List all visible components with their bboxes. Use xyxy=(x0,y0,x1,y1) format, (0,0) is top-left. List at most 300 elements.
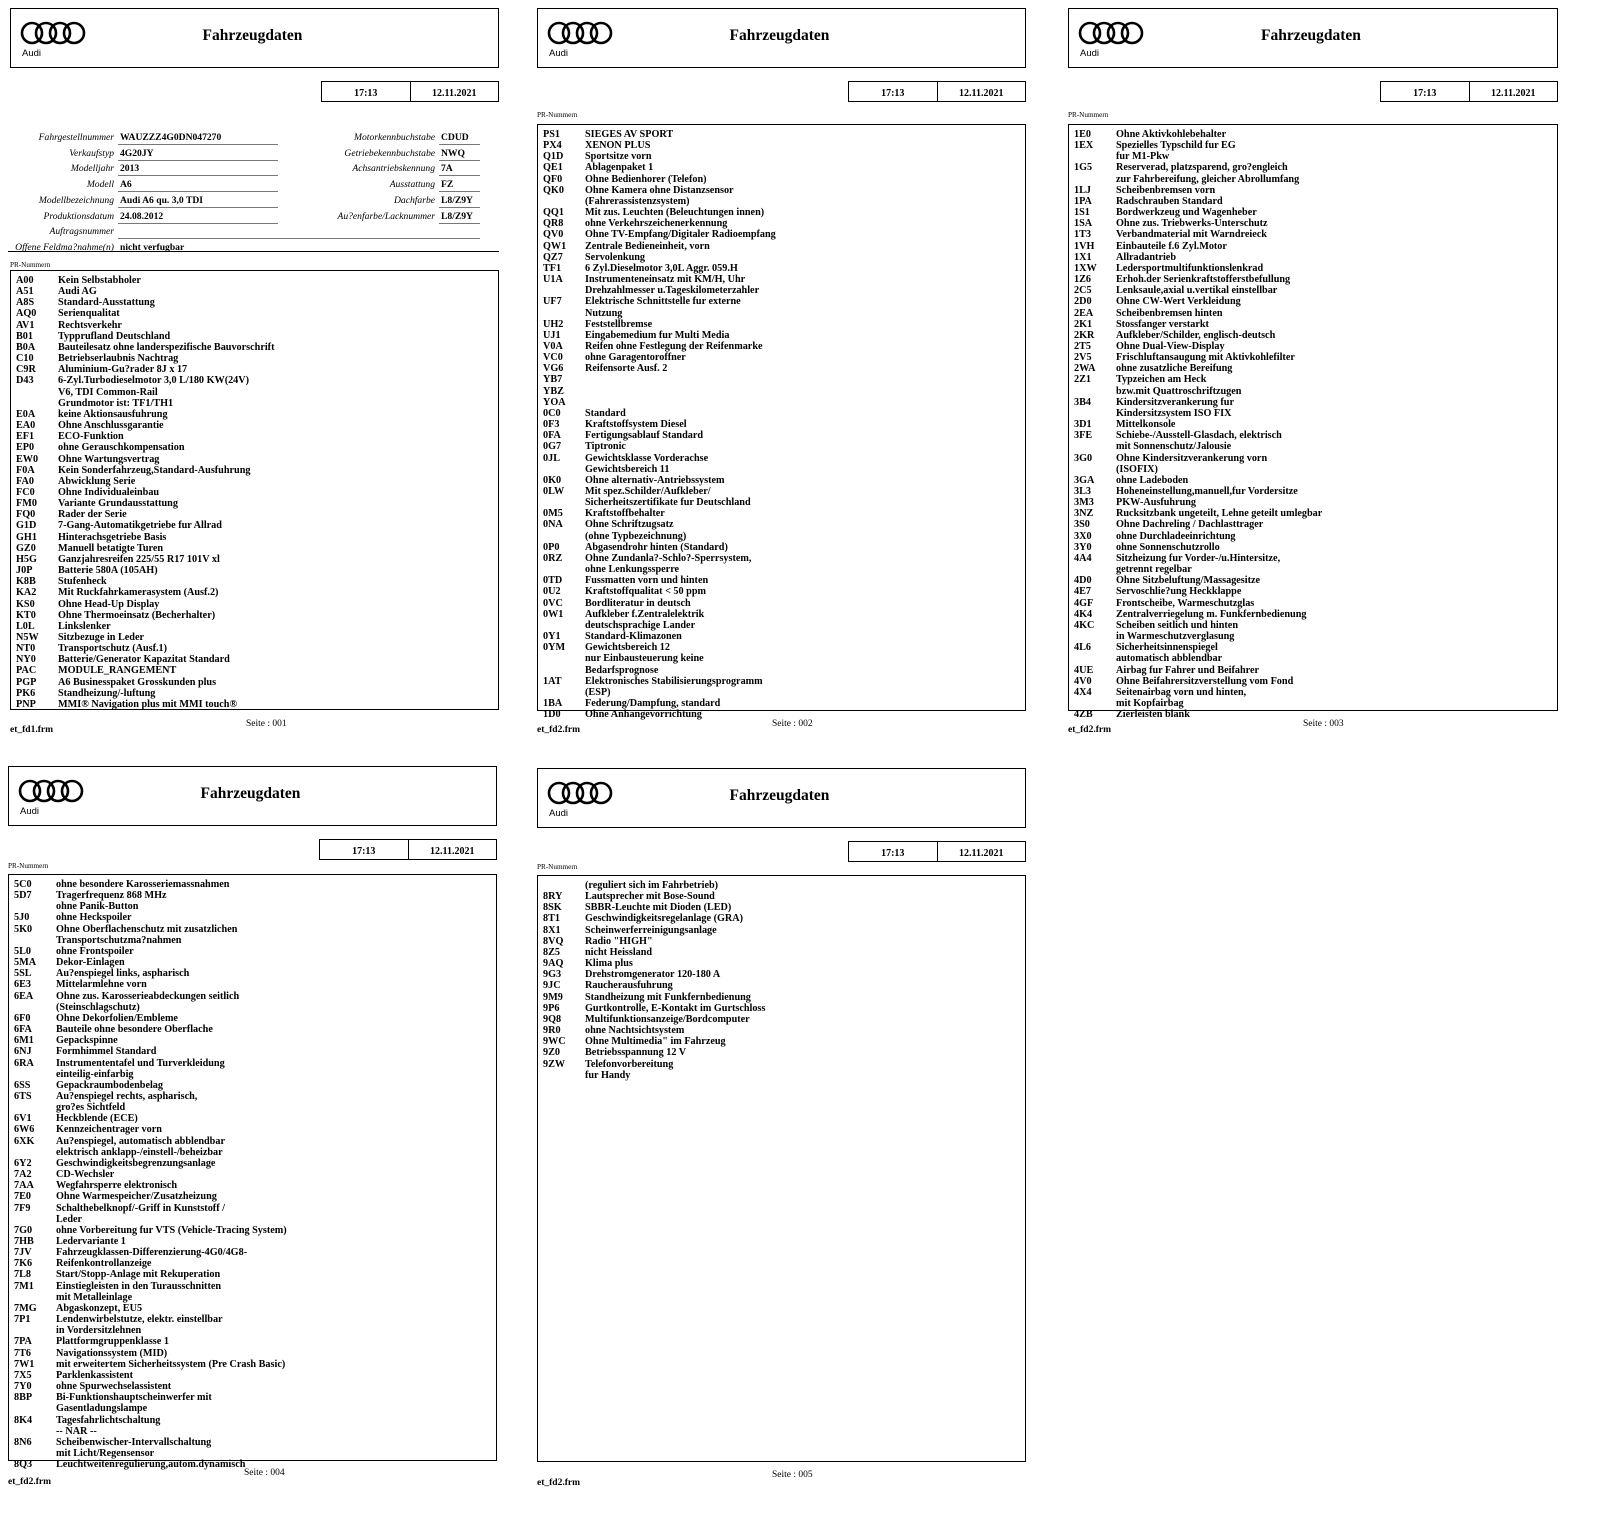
list-item xyxy=(1074,598,1554,609)
list-item xyxy=(543,374,1022,385)
pr-code: A51 xyxy=(16,286,34,298)
pr-code: PX4 xyxy=(543,140,562,152)
pr-numbers-label: PR-Nummern xyxy=(537,863,578,871)
pr-description: ohne Ladeboden xyxy=(1116,474,1189,486)
pr-code: 7JV xyxy=(14,1247,32,1259)
audi-rings-logo-icon xyxy=(547,21,613,61)
vehicle-field xyxy=(10,148,290,163)
pr-description: Telefonvorbereitung xyxy=(585,1058,674,1070)
pr-code: 0U2 xyxy=(543,586,561,598)
pr-description: Rucksitzbank ungeteilt, Lehne geteilt umlegbar xyxy=(1116,508,1323,520)
pr-code: 1XW xyxy=(1074,262,1097,274)
list-item xyxy=(543,464,1022,475)
list-item xyxy=(16,543,495,554)
pr-code: 6F0 xyxy=(14,1012,31,1024)
pr-code: 1T3 xyxy=(1074,229,1091,241)
pr-description: Wegfahrsperre elektronisch xyxy=(56,1180,178,1192)
audi-rings-logo-icon xyxy=(18,779,84,819)
pr-description: Ohne Schriftzugsatz xyxy=(585,519,674,531)
pr-description: ohne Sonnenschutzrollo xyxy=(1116,541,1220,553)
pr-code xyxy=(543,564,585,575)
list-item xyxy=(543,508,1022,519)
list-item xyxy=(1074,218,1554,229)
list-item xyxy=(1074,274,1554,285)
pr-description: Fahrzeugklassen-Differenzierung-4G0/4G8- xyxy=(56,1247,248,1259)
pr-code xyxy=(1074,151,1116,162)
list-item xyxy=(14,946,493,957)
pr-code: 4ZB xyxy=(1074,709,1093,721)
list-item xyxy=(16,677,495,688)
pr-code: 0C0 xyxy=(543,407,561,419)
list-item xyxy=(543,575,1022,586)
pr-description: SBBR-Leuchte mit Dioden (LED) xyxy=(585,902,732,914)
pr-description: Kraftstoffsystem Diesel xyxy=(585,419,687,431)
pr-description: Ohne Bedienhorer (Telefon) xyxy=(585,173,707,185)
pr-description: Zierleisten blank xyxy=(1116,709,1190,721)
list-item xyxy=(1074,263,1554,274)
pr-description: MODULE_RANGEMENT xyxy=(58,665,177,677)
pr-code: 0M5 xyxy=(543,508,563,520)
pr-description: Verbandmaterial mit Warndreieck xyxy=(1116,229,1267,241)
pr-code: 7G0 xyxy=(14,1224,33,1236)
pr-description: Leder xyxy=(56,1213,83,1225)
pr-code: 9Q8 xyxy=(543,1013,562,1025)
pr-code: 5C0 xyxy=(14,879,32,890)
list-item xyxy=(543,174,1022,185)
pr-code: 2T5 xyxy=(1074,340,1091,352)
pr-code: 0FA xyxy=(543,430,561,442)
pr-description: Ledervariante 1 xyxy=(56,1236,126,1247)
list-item xyxy=(1074,252,1554,263)
pr-code: 7P1 xyxy=(14,1314,31,1326)
list-item xyxy=(16,587,495,598)
list-item xyxy=(16,476,495,487)
list-item xyxy=(16,576,495,587)
pr-code: UJ1 xyxy=(543,329,561,341)
list-item xyxy=(16,409,495,420)
list-item xyxy=(1074,363,1554,374)
pr-code: GZ0 xyxy=(16,542,36,554)
pr-code: GH1 xyxy=(16,531,37,543)
pr-description: Lenksaule,axial u.vertikal einstellbar xyxy=(1116,285,1278,297)
list-item xyxy=(543,453,1022,464)
pr-code: NT0 xyxy=(16,643,36,655)
pr-code: 2EA xyxy=(1074,307,1094,319)
pr-description: Eingabemedium fur Multi Media xyxy=(585,329,730,341)
form-name: et_fd2.frm xyxy=(8,1477,51,1487)
pr-description: Grundmotor ist: TF1/TH1 xyxy=(58,397,174,409)
time-value: 17:13 xyxy=(352,846,376,857)
list-item xyxy=(543,162,1022,173)
pr-code: 6NJ xyxy=(14,1046,32,1058)
pr-code: 7MG xyxy=(14,1302,37,1314)
pr-description: Navigationssystem (MID) xyxy=(56,1347,168,1359)
list-item xyxy=(14,1448,493,1459)
pr-code: QE1 xyxy=(543,162,563,174)
pr-code xyxy=(543,531,585,542)
pr-description: Sicherheitsinnenspiegel xyxy=(1116,642,1218,654)
field-label: Achsantriebskennung xyxy=(352,163,435,175)
pr-description: Tagesfahrlichtschaltung xyxy=(56,1414,161,1426)
pr-description: Mittelkonsole xyxy=(1116,419,1176,431)
time-value: 17:13 xyxy=(881,88,905,99)
list-item xyxy=(1074,519,1554,530)
pr-description: Zentrale Bedieneinheit, vorn xyxy=(585,240,710,252)
pr-code xyxy=(1074,386,1116,397)
list-item xyxy=(1074,698,1554,709)
list-item xyxy=(543,891,1022,902)
order-number-underline xyxy=(118,238,480,239)
pr-description: Rader der Serie xyxy=(58,509,127,521)
pr-description: 6 Zyl.Dieselmotor 3,0L Aggr. 059.H xyxy=(585,262,738,274)
pr-description: Bordliteratur in deutsch xyxy=(585,597,691,609)
list-item xyxy=(543,631,1022,642)
list-item xyxy=(1074,296,1554,307)
field-value: 2013 xyxy=(120,163,140,175)
list-item xyxy=(543,252,1022,263)
list-item xyxy=(543,653,1022,664)
list-item xyxy=(16,520,495,531)
pr-description: Drehstromgenerator 120-180 A xyxy=(585,969,721,981)
list-item xyxy=(543,947,1022,958)
pr-code: 4UE xyxy=(1074,664,1094,676)
list-item xyxy=(14,924,493,935)
pr-code xyxy=(543,285,585,296)
vehicle-field xyxy=(310,132,495,147)
pr-code: 3S0 xyxy=(1074,519,1090,531)
pr-description: Ohne Anschlussgarantie xyxy=(58,420,164,432)
list-item xyxy=(14,1191,493,1202)
pr-numbers-list xyxy=(537,124,1026,721)
pr-description: Ohne Individualeinbau xyxy=(58,486,160,498)
pr-description: Spezielles Typschild fur EG xyxy=(1116,140,1236,152)
pr-description: Transportschutzma?nahmen xyxy=(56,934,182,946)
page-title: Fahrzeugdaten xyxy=(1261,27,1361,44)
list-item xyxy=(543,229,1022,240)
list-item xyxy=(14,1314,493,1325)
field-label: Offene Feldma?nahme(n) xyxy=(15,241,114,253)
pr-description: Instrumenteneinsatz mit KM/H, Uhr xyxy=(585,274,746,286)
pr-code: 7X5 xyxy=(14,1369,32,1381)
list-item xyxy=(543,913,1022,924)
form-name: et_fd2.frm xyxy=(1068,725,1111,735)
list-item xyxy=(16,342,495,353)
pr-code xyxy=(14,1403,56,1414)
list-item xyxy=(1074,441,1554,452)
pr-description: einteilig-einfarbig xyxy=(56,1068,134,1080)
pr-description: Mit spez.Schilder/Aufkleber/ xyxy=(585,486,711,497)
pr-code: 2D0 xyxy=(1074,296,1092,308)
list-item xyxy=(14,1203,493,1214)
list-item xyxy=(14,1303,493,1314)
pr-description: Airbag fur Fahrer und Beifahrer xyxy=(1116,664,1260,676)
list-item xyxy=(14,1058,493,1069)
field-value: NWQ xyxy=(441,147,465,159)
list-item xyxy=(543,363,1022,374)
pr-description: -- NAR -- xyxy=(56,1425,97,1437)
list-item xyxy=(16,532,495,543)
pr-code xyxy=(14,1102,56,1113)
pr-code: 0VC xyxy=(543,597,563,609)
pr-description: Bauteilesatz ohne landerspezifische Bauvorschrift xyxy=(58,341,275,353)
pr-description: Nutzung xyxy=(585,307,623,319)
pr-description: Heckblende (ECE) xyxy=(56,1113,138,1125)
pr-description: Ohne Sitzbeluftung/Massagesitze xyxy=(1116,575,1261,587)
pr-description: Aufkleber/Schilder, englisch-deutsch xyxy=(1116,329,1276,341)
pr-code: V0A xyxy=(543,340,563,352)
pr-description: Au?enspiegel rechts, aspharisch, xyxy=(56,1090,198,1102)
list-item xyxy=(543,980,1022,991)
pr-code xyxy=(1074,631,1116,642)
list-item xyxy=(543,196,1022,207)
pr-description: Radio "HIGH" xyxy=(585,935,653,947)
pr-code: 4K4 xyxy=(1074,608,1093,620)
pr-description: Lautsprecher mit Bose-Sound xyxy=(585,891,715,903)
pr-code: C9R xyxy=(16,364,36,376)
field-value: 24.08.2012 xyxy=(120,210,164,222)
list-item xyxy=(14,1225,493,1236)
pr-code: FQ0 xyxy=(16,509,36,521)
list-item xyxy=(14,1180,493,1191)
pr-description: 7-Gang-Automatikgetriebe fur Allrad xyxy=(58,520,222,532)
pr-code: 4D0 xyxy=(1074,575,1092,587)
list-item xyxy=(1074,207,1554,218)
pr-code: 6V1 xyxy=(14,1113,32,1125)
pr-code xyxy=(16,398,58,409)
field-label: Motorkennbuchstabe xyxy=(354,132,435,143)
pr-code: QR8 xyxy=(543,218,564,230)
pr-description: mit Sonnenschutz/Jalousie xyxy=(1116,441,1232,453)
list-item xyxy=(1074,229,1554,240)
list-item xyxy=(14,1415,493,1426)
brand-name: Audi xyxy=(1080,48,1100,59)
pr-description: Mit zus. Leuchten (Beleuchtungen innen) xyxy=(585,207,765,219)
section-divider xyxy=(8,251,499,252)
pr-code: 7HB xyxy=(14,1236,34,1247)
list-item xyxy=(16,320,495,331)
pr-code: 5L0 xyxy=(14,945,31,957)
pr-code: 7W1 xyxy=(14,1358,35,1370)
pr-description: gro?es Sichtfeld xyxy=(56,1102,126,1114)
pr-description: Scheibenbremsen vorn xyxy=(1116,184,1216,196)
list-item xyxy=(543,475,1022,486)
pr-description: ohne Gerauschkompensation xyxy=(58,442,185,454)
pr-description: Abgasendrohr hinten (Standard) xyxy=(585,541,728,553)
list-item xyxy=(14,1080,493,1091)
pr-code: 9M9 xyxy=(543,991,563,1003)
pr-code: F0A xyxy=(16,464,35,476)
pr-description: Frischluftansaugung mit Aktivkohlefilter xyxy=(1116,352,1295,364)
pr-description: Reifenkontrollanzeige xyxy=(56,1258,152,1270)
pr-description: Kein Sonderfahrzeug,Standard-Ausfuhrung xyxy=(58,464,251,476)
list-item xyxy=(14,879,493,890)
pr-description: deutschsprachige Lander xyxy=(585,619,696,631)
pr-code: E0A xyxy=(16,408,36,420)
list-item xyxy=(16,353,495,364)
field-value: nicht verfugbar xyxy=(120,241,185,253)
page-header xyxy=(537,768,1026,828)
pr-description: Formhimmel Standard xyxy=(56,1046,157,1058)
pr-description: Kraftstoffbehalter xyxy=(585,508,665,520)
pr-description: zur Fahrbereifung, gleicher Abrollumfang xyxy=(1116,173,1300,185)
pr-code: EA0 xyxy=(16,420,36,432)
pr-description: (Steinschlagschutz) xyxy=(56,1001,140,1013)
pr-code: 5J0 xyxy=(14,912,30,924)
pr-code: H5G xyxy=(16,553,37,565)
pr-description: Multifunktionsanzeige/Bordcomputer xyxy=(585,1013,750,1025)
pr-description: Kein Selbstabholer xyxy=(58,275,141,286)
list-item xyxy=(14,1002,493,1013)
list-item xyxy=(16,509,495,520)
pr-description: Mittelarmlehne vorn xyxy=(56,979,147,991)
list-item xyxy=(14,1403,493,1414)
list-item xyxy=(543,936,1022,947)
pr-code: 6W6 xyxy=(14,1124,35,1136)
pr-description: Reifen ohne Festlegung der Reifenmarke xyxy=(585,340,763,352)
pr-description: ohne Garagentoroffner xyxy=(585,352,686,364)
pr-description: Scheiben seitlich und hinten xyxy=(1116,619,1238,631)
pr-code: 0TD xyxy=(543,575,563,587)
list-item xyxy=(16,632,495,643)
pr-code: 3D1 xyxy=(1074,419,1092,431)
pr-code: 2KR xyxy=(1074,329,1095,341)
list-item xyxy=(543,207,1022,218)
time-value: 17:13 xyxy=(1413,88,1437,99)
pr-code: 1LJ xyxy=(1074,184,1091,196)
pr-description: (ISOFIX) xyxy=(1116,463,1158,475)
pr-code: 1G5 xyxy=(1074,162,1093,174)
vehicle-field xyxy=(10,179,290,194)
pr-description: Ohne Aktivkohlebehalter xyxy=(1116,129,1227,140)
list-item xyxy=(1074,129,1554,140)
pr-code: 7A2 xyxy=(14,1169,32,1181)
list-item xyxy=(14,979,493,990)
pr-description: Gewichtsbereich 12 xyxy=(585,642,670,654)
pr-code: FM0 xyxy=(16,498,37,510)
pr-code: PK6 xyxy=(16,687,36,699)
pr-code xyxy=(14,1292,56,1303)
timestamp-box xyxy=(848,841,1026,862)
pr-code: 7Y0 xyxy=(14,1381,32,1393)
pr-code: 6FA xyxy=(14,1024,32,1036)
pr-description: Betriebsspannung 12 V xyxy=(585,1047,687,1059)
field-value: CDUD xyxy=(441,132,469,143)
pr-code xyxy=(14,1069,56,1080)
list-item xyxy=(16,699,495,710)
pr-code xyxy=(543,880,585,891)
list-item xyxy=(543,1025,1022,1036)
field-value: 7A xyxy=(441,163,453,175)
list-item xyxy=(16,599,495,610)
field-underline xyxy=(118,175,278,176)
pr-description: Instrumententafel und Turverkleidung xyxy=(56,1057,225,1069)
form-name: et_fd1.frm xyxy=(10,725,53,735)
field-underline xyxy=(118,207,278,208)
pr-code: FA0 xyxy=(16,475,34,487)
audi-rings-logo-icon xyxy=(547,781,613,821)
pr-code xyxy=(16,387,58,398)
list-item xyxy=(14,1437,493,1448)
pr-description: Transportschutz (Ausf.1) xyxy=(58,643,168,655)
pr-description: Elektronisches Stabilisierungsprogramm xyxy=(585,675,763,687)
pr-description: Ohne zus. Triebwerks-Unterschutz xyxy=(1116,218,1268,230)
pr-code: 6E3 xyxy=(14,979,31,991)
pr-description: Gepackraumbodenbelag xyxy=(56,1079,163,1091)
time-value: 17:13 xyxy=(354,88,378,99)
list-item xyxy=(14,991,493,1002)
pr-description: Reserverad, platzsparend, gro?engleich xyxy=(1116,162,1288,174)
list-item xyxy=(16,554,495,565)
list-item xyxy=(543,665,1022,676)
pr-description: ohne Durchladeeinrichtung xyxy=(1116,530,1236,542)
list-item xyxy=(16,387,495,398)
list-item xyxy=(1074,330,1554,341)
list-item xyxy=(543,151,1022,162)
pr-code: 6TS xyxy=(14,1090,32,1102)
pr-description: Einstiegleisten in den Turausschnitten xyxy=(56,1280,222,1292)
page-4 xyxy=(8,766,497,1488)
pr-description: SIEGES AV SPORT xyxy=(585,129,674,140)
pr-code: 1EX xyxy=(1074,140,1094,152)
pr-code: KS0 xyxy=(16,598,35,610)
pr-code: 2K1 xyxy=(1074,318,1093,330)
pr-description: Federung/Dampfung, standard xyxy=(585,697,721,709)
pr-description: Leuchtweitenregulierung,autom.dynamisch xyxy=(56,1459,246,1471)
list-item xyxy=(543,296,1022,307)
pr-code: 8Z5 xyxy=(543,946,560,958)
pr-code: 0K0 xyxy=(543,474,562,486)
list-item xyxy=(14,1158,493,1169)
pr-code: 9WC xyxy=(543,1036,566,1048)
pr-description: Hinterachsgetriebe Basis xyxy=(58,531,167,543)
list-item xyxy=(16,487,495,498)
list-item xyxy=(543,1047,1022,1058)
list-item xyxy=(14,1236,493,1247)
pr-description: Ohne Beifahrersitzverstellung vom Fond xyxy=(1116,675,1294,687)
page-header xyxy=(1068,8,1558,68)
list-item xyxy=(1074,676,1554,687)
list-item xyxy=(543,687,1022,698)
pr-code: N5W xyxy=(16,632,39,643)
pr-code xyxy=(1074,698,1116,709)
pr-description: Ohne Multimedia" im Fahrzeug xyxy=(585,1036,726,1048)
page-header xyxy=(10,8,499,68)
pr-code: 3M3 xyxy=(1074,497,1094,509)
list-item xyxy=(14,1046,493,1057)
list-item xyxy=(543,880,1022,891)
pr-code: 3Y0 xyxy=(1074,541,1092,553)
pr-description: Au?enspiegel links, aspharisch xyxy=(56,968,190,980)
list-item xyxy=(543,958,1022,969)
pr-description: Ohne Kindersitzverankerung vorn xyxy=(1116,452,1268,464)
list-item xyxy=(14,1136,493,1147)
pr-description: Servoschlie?ung Heckklappe xyxy=(1116,586,1242,598)
pr-code xyxy=(14,1426,56,1437)
pr-code: D43 xyxy=(16,375,34,387)
pr-description: ohne besondere Karosseriemassnahmen xyxy=(56,879,230,890)
list-item xyxy=(543,1036,1022,1047)
list-item xyxy=(1074,508,1554,519)
pr-description: 6-Zyl.Turbodieselmotor 3,0 L/180 KW(24V) xyxy=(58,375,250,387)
vehicle-field xyxy=(310,179,495,194)
pr-description: Fertigungsablauf Standard xyxy=(585,430,704,442)
pr-code xyxy=(543,196,585,207)
pr-description: nicht Heissland xyxy=(585,946,653,958)
pr-code xyxy=(1074,441,1116,452)
field-underline xyxy=(439,223,480,224)
pr-code: 7AA xyxy=(14,1180,34,1192)
pr-code: QW1 xyxy=(543,240,567,252)
